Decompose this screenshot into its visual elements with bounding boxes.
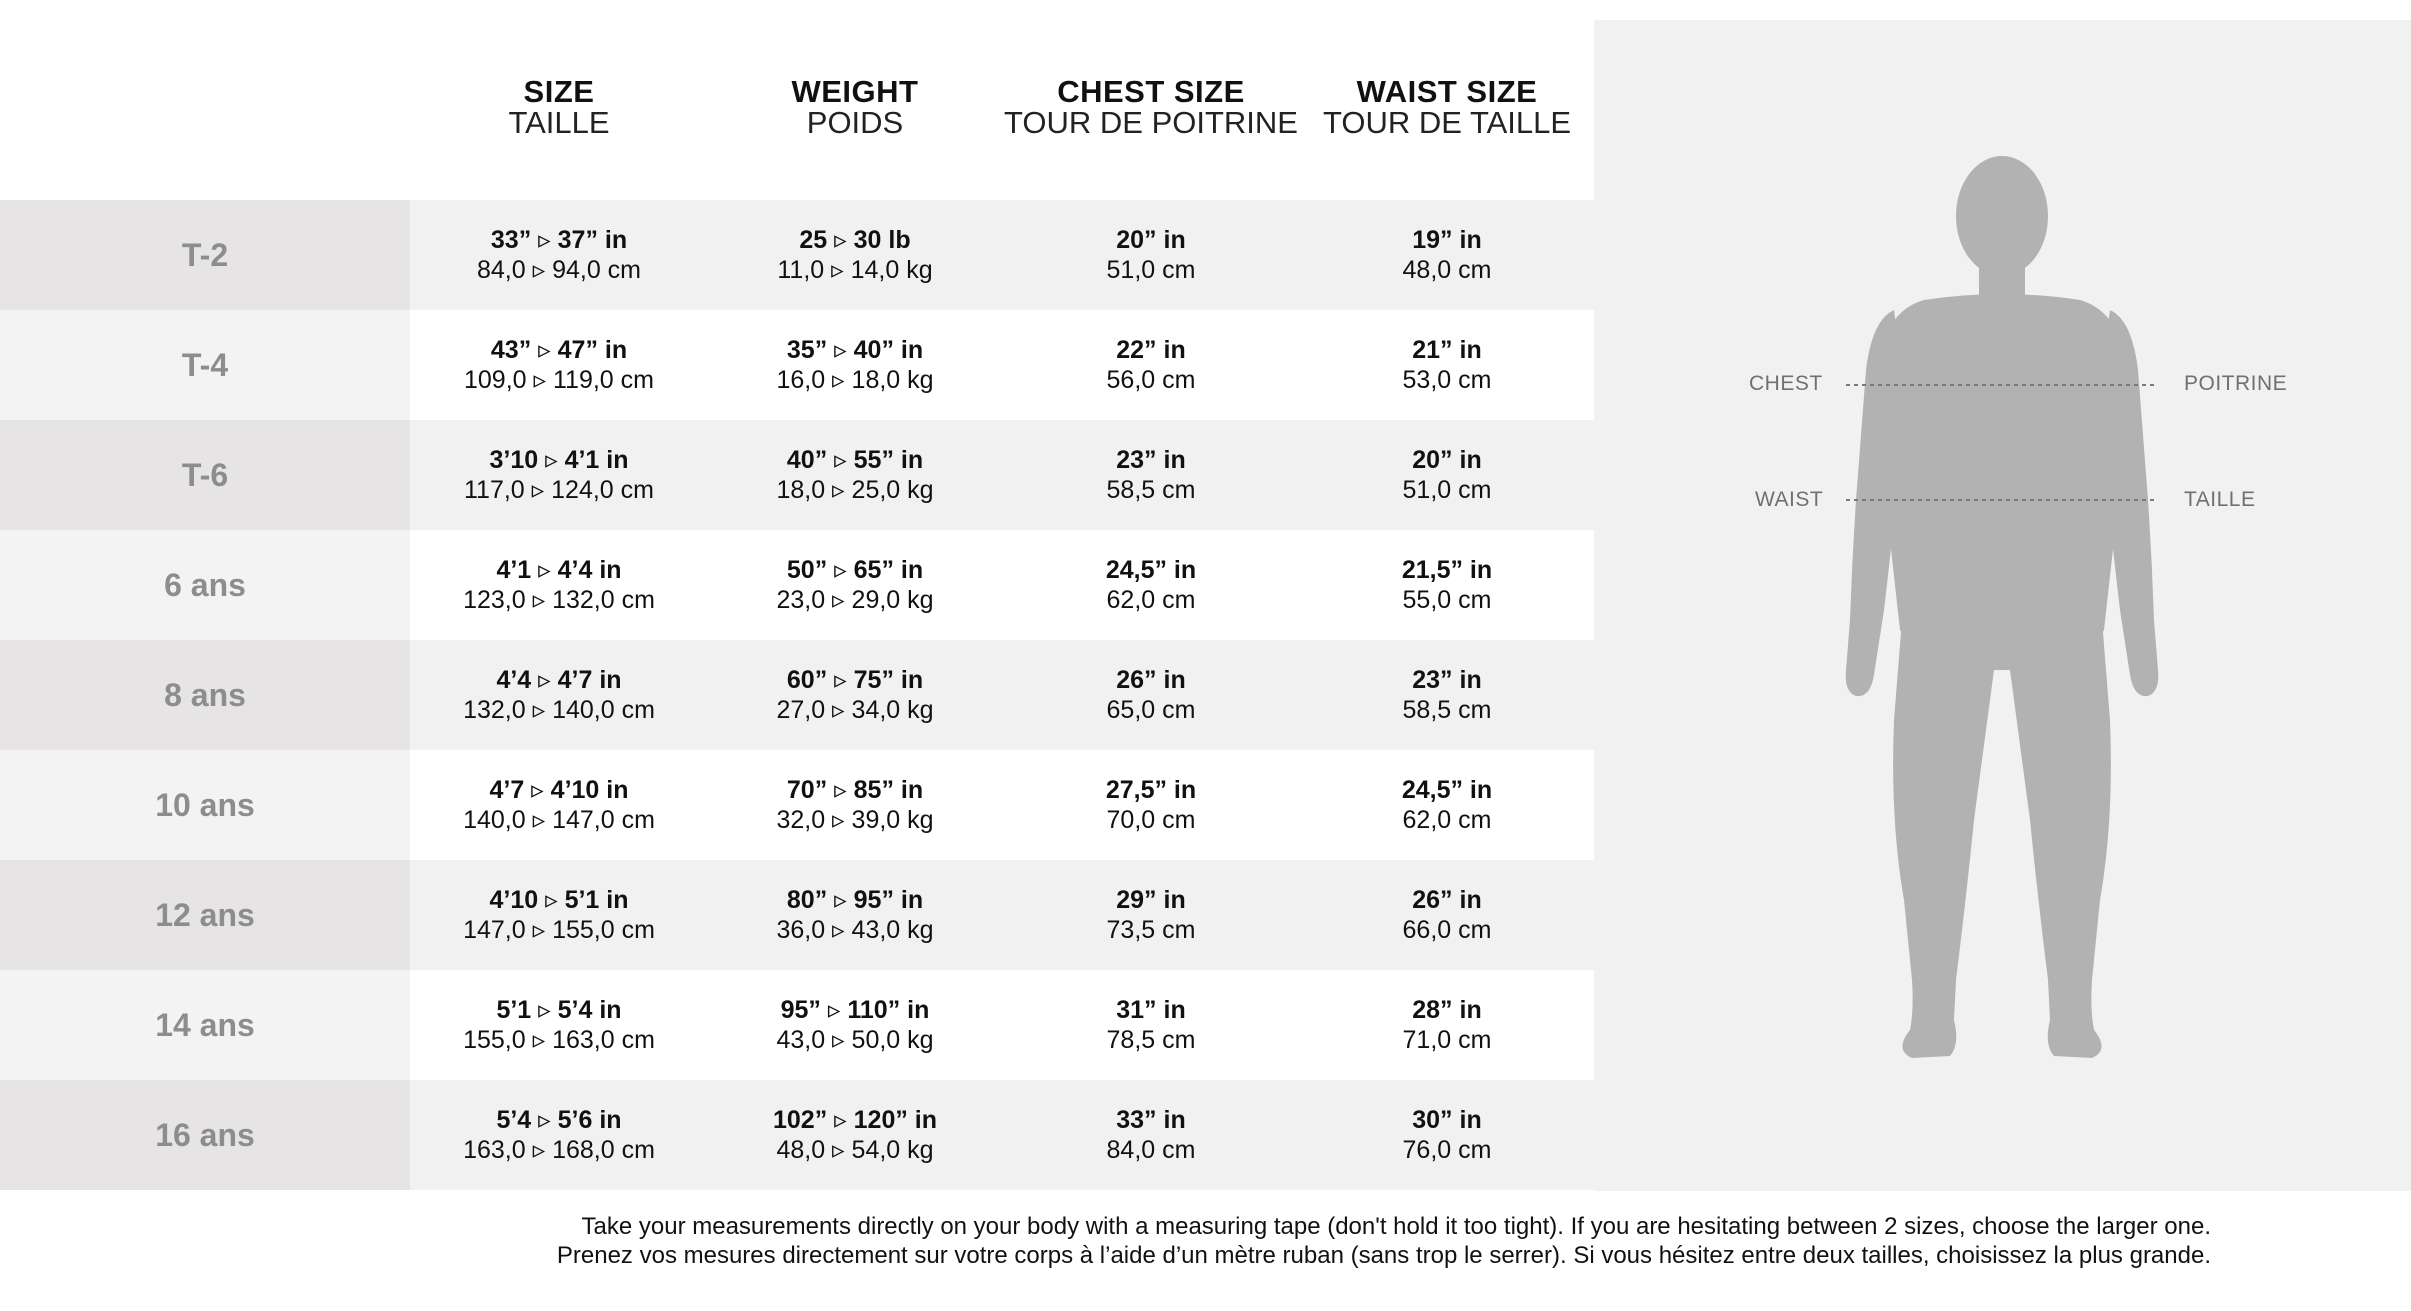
human-figure-icon	[1846, 156, 2159, 1058]
waist-cell: 26” in 66,0 cm	[1402, 886, 1492, 944]
chest-cell: 22” in 56,0 cm	[1106, 336, 1196, 394]
size-cell: 4’4 ▹ 4’7 in 132,0 ▹ 140,0 cm	[463, 666, 655, 724]
table-header	[0, 0, 1594, 200]
weight-cell: 40” ▹ 55” in 18,0 ▹ 25,0 kg	[776, 446, 934, 504]
size-cell: 4’1 ▹ 4’4 in 123,0 ▹ 132,0 cm	[463, 556, 655, 614]
size-label: 10 ans	[0, 750, 410, 860]
header-chest: CHEST SIZE TOUR DE POITRINE	[1004, 74, 1298, 140]
chest-cell: 24,5” in 62,0 cm	[1105, 556, 1197, 614]
table-row	[0, 530, 1594, 640]
waist-cell: 24,5” in 62,0 cm	[1401, 776, 1493, 834]
weight-cell: 60” ▹ 75” in 27,0 ▹ 34,0 kg	[776, 666, 934, 724]
table-row	[0, 1080, 1594, 1190]
chest-cell: 29” in 73,5 cm	[1106, 886, 1196, 944]
size-label: 12 ans	[0, 860, 410, 970]
table-row	[0, 420, 1594, 530]
size-label: 14 ans	[0, 970, 410, 1080]
chest-cell: 31” in 78,5 cm	[1106, 996, 1196, 1054]
size-label: T-6	[0, 420, 410, 530]
weight-cell: 70” ▹ 85” in 32,0 ▹ 39,0 kg	[776, 776, 934, 834]
table-row	[0, 750, 1594, 860]
chest-cell: 27,5” in 70,0 cm	[1105, 776, 1197, 834]
weight-cell: 95” ▹ 110” in 43,0 ▹ 50,0 kg	[776, 996, 934, 1054]
chest-cell: 26” in 65,0 cm	[1106, 666, 1196, 724]
chest-label-en: CHEST	[1749, 372, 1823, 395]
footer-note-fr: Prenez vos mesures directement sur votre corps à l’aide d’un mètre ruban (sans trop le serrer). Si vous hésitez entre deux tailles, choisissez la plus grande.	[556, 1242, 2211, 1269]
waist-label-fr: TAILLE	[2184, 488, 2256, 511]
size-label: 16 ans	[0, 1080, 410, 1190]
size-cell: 4’10 ▹ 5’1 in 147,0 ▹ 155,0 cm	[463, 886, 655, 944]
table-row	[0, 970, 1594, 1080]
waist-cell: 28” in 71,0 cm	[1402, 996, 1492, 1054]
waist-cell: 21,5” in 55,0 cm	[1401, 556, 1493, 614]
size-cell: 3’10 ▹ 4’1 in 117,0 ▹ 124,0 cm	[464, 446, 654, 504]
chest-label-fr: POITRINE	[2184, 372, 2288, 395]
waist-cell: 23” in 58,5 cm	[1402, 666, 1492, 724]
size-cell: 43” ▹ 47” in 109,0 ▹ 119,0 cm	[464, 336, 654, 394]
header-size: SIZE TAILLE	[508, 74, 610, 140]
weight-cell: 50” ▹ 65” in 23,0 ▹ 29,0 kg	[776, 556, 934, 614]
size-label: T-4	[0, 310, 410, 420]
footer-note-en: Take your measurements directly on your body with a measuring tape (don't hold it too tight). If you are hesitating between 2 sizes, choose the larger one.	[581, 1213, 2211, 1240]
waist-cell: 19” in 48,0 cm	[1402, 226, 1492, 284]
header-weight: WEIGHT POIDS	[791, 74, 919, 140]
size-cell: 5’1 ▹ 5’4 in 155,0 ▹ 163,0 cm	[463, 996, 655, 1054]
chest-cell: 33” in 84,0 cm	[1106, 1106, 1196, 1164]
waist-label-en: WAIST	[1755, 488, 1824, 511]
body-silhouette	[1594, 20, 2411, 1191]
weight-cell: 102” ▹ 120” in 48,0 ▹ 54,0 kg	[772, 1106, 938, 1164]
chest-cell: 20” in 51,0 cm	[1106, 226, 1196, 284]
table-row	[0, 310, 1594, 420]
waist-cell: 20” in 51,0 cm	[1402, 446, 1492, 504]
size-label: 8 ans	[0, 640, 410, 750]
table-row	[0, 640, 1594, 750]
weight-cell: 35” ▹ 40” in 16,0 ▹ 18,0 kg	[776, 336, 934, 394]
size-cell: 5’4 ▹ 5’6 in 163,0 ▹ 168,0 cm	[463, 1106, 655, 1164]
size-label: T-2	[0, 200, 410, 310]
weight-cell: 25 ▹ 30 lb 11,0 ▹ 14,0 kg	[777, 226, 933, 284]
chest-cell: 23” in 58,5 cm	[1106, 446, 1196, 504]
header-waist: WAIST SIZE TOUR DE TAILLE	[1322, 74, 1572, 140]
waist-cell: 21” in 53,0 cm	[1402, 336, 1492, 394]
table-row	[0, 200, 1594, 310]
weight-cell: 80” ▹ 95” in 36,0 ▹ 43,0 kg	[776, 886, 934, 944]
size-label: 6 ans	[0, 530, 410, 640]
size-cell: 4’7 ▹ 4’10 in 140,0 ▹ 147,0 cm	[463, 776, 655, 834]
table-row	[0, 860, 1594, 970]
waist-cell: 30” in 76,0 cm	[1402, 1106, 1492, 1164]
size-cell: 33” ▹ 37” in 84,0 ▹ 94,0 cm	[476, 226, 642, 284]
